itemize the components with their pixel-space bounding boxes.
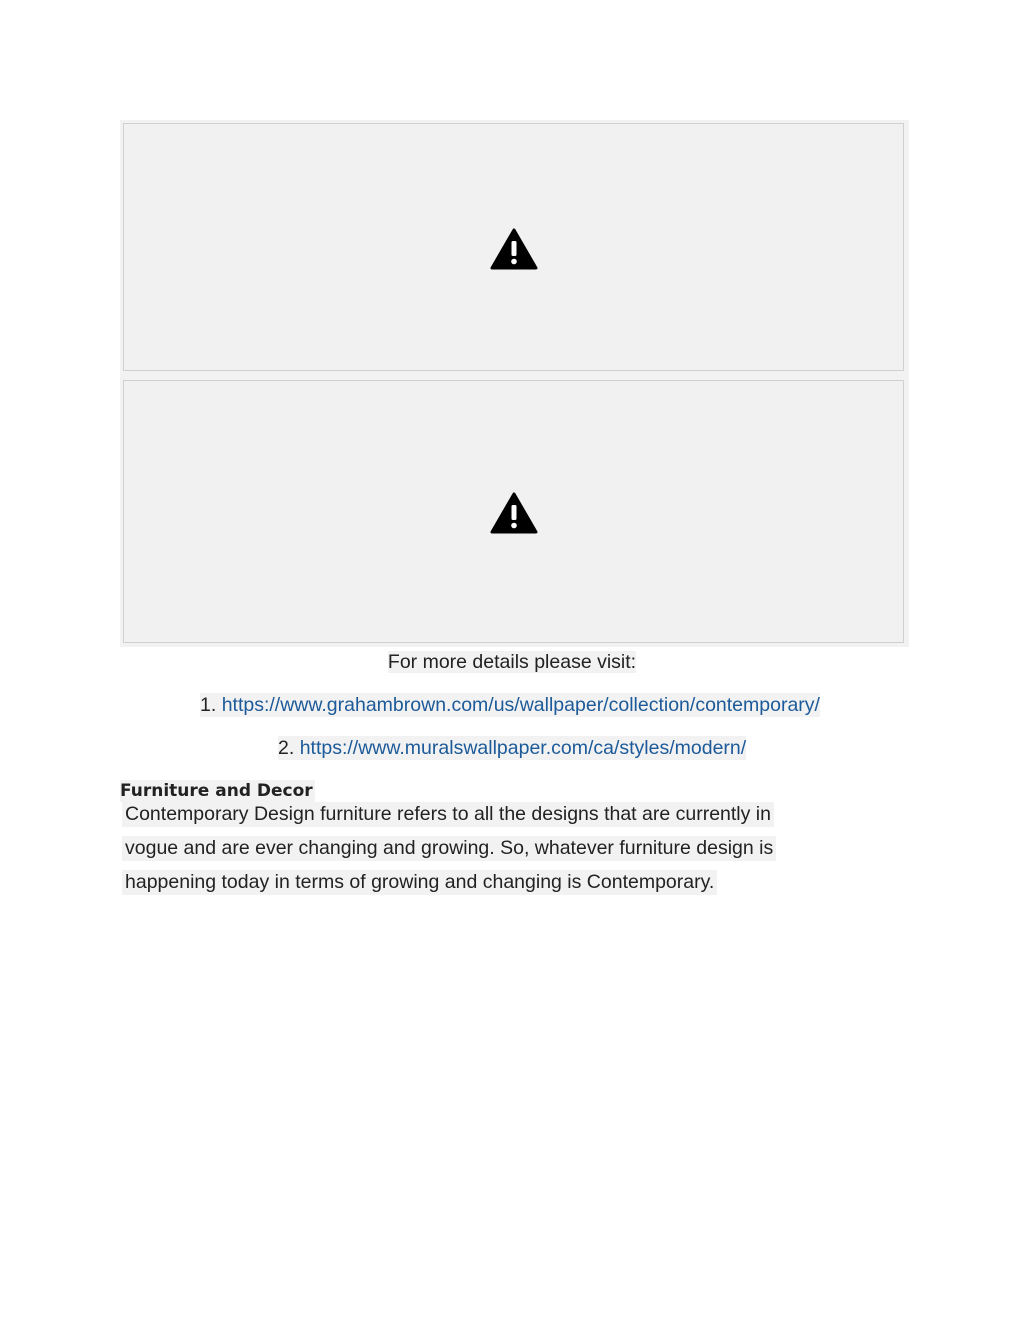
paragraph-line-3: happening today in terms of growing and changing is Contemporary. — [122, 870, 717, 895]
warning-icon — [490, 492, 538, 534]
image-placeholder-group — [120, 120, 909, 647]
paragraph-line-1: Contemporary Design furniture refers to all the designs that are currently in — [122, 802, 774, 827]
muralswallpaper-link[interactable]: https://www.muralswallpaper.com/ca/styles/modern/ — [299, 737, 747, 759]
link-number-2: 2. — [278, 737, 295, 759]
link-list-item-2 — [278, 736, 746, 760]
link-number-1: 1. — [200, 694, 217, 716]
broken-image-placeholder-2 — [123, 380, 904, 643]
section-heading: Furniture and Decor — [120, 781, 313, 801]
warning-icon — [490, 228, 538, 270]
details-intro — [0, 650, 1024, 674]
details-intro-text: For more details please visit: — [387, 651, 637, 673]
link-list-item-1 — [200, 693, 820, 717]
broken-image-placeholder-1 — [123, 123, 904, 371]
grahambrown-link[interactable]: https://www.grahambrown.com/us/wallpaper/collection/contemporary/ — [221, 694, 820, 716]
paragraph-line-2: vogue and are ever changing and growing. So, whatever furniture design is — [122, 836, 776, 861]
